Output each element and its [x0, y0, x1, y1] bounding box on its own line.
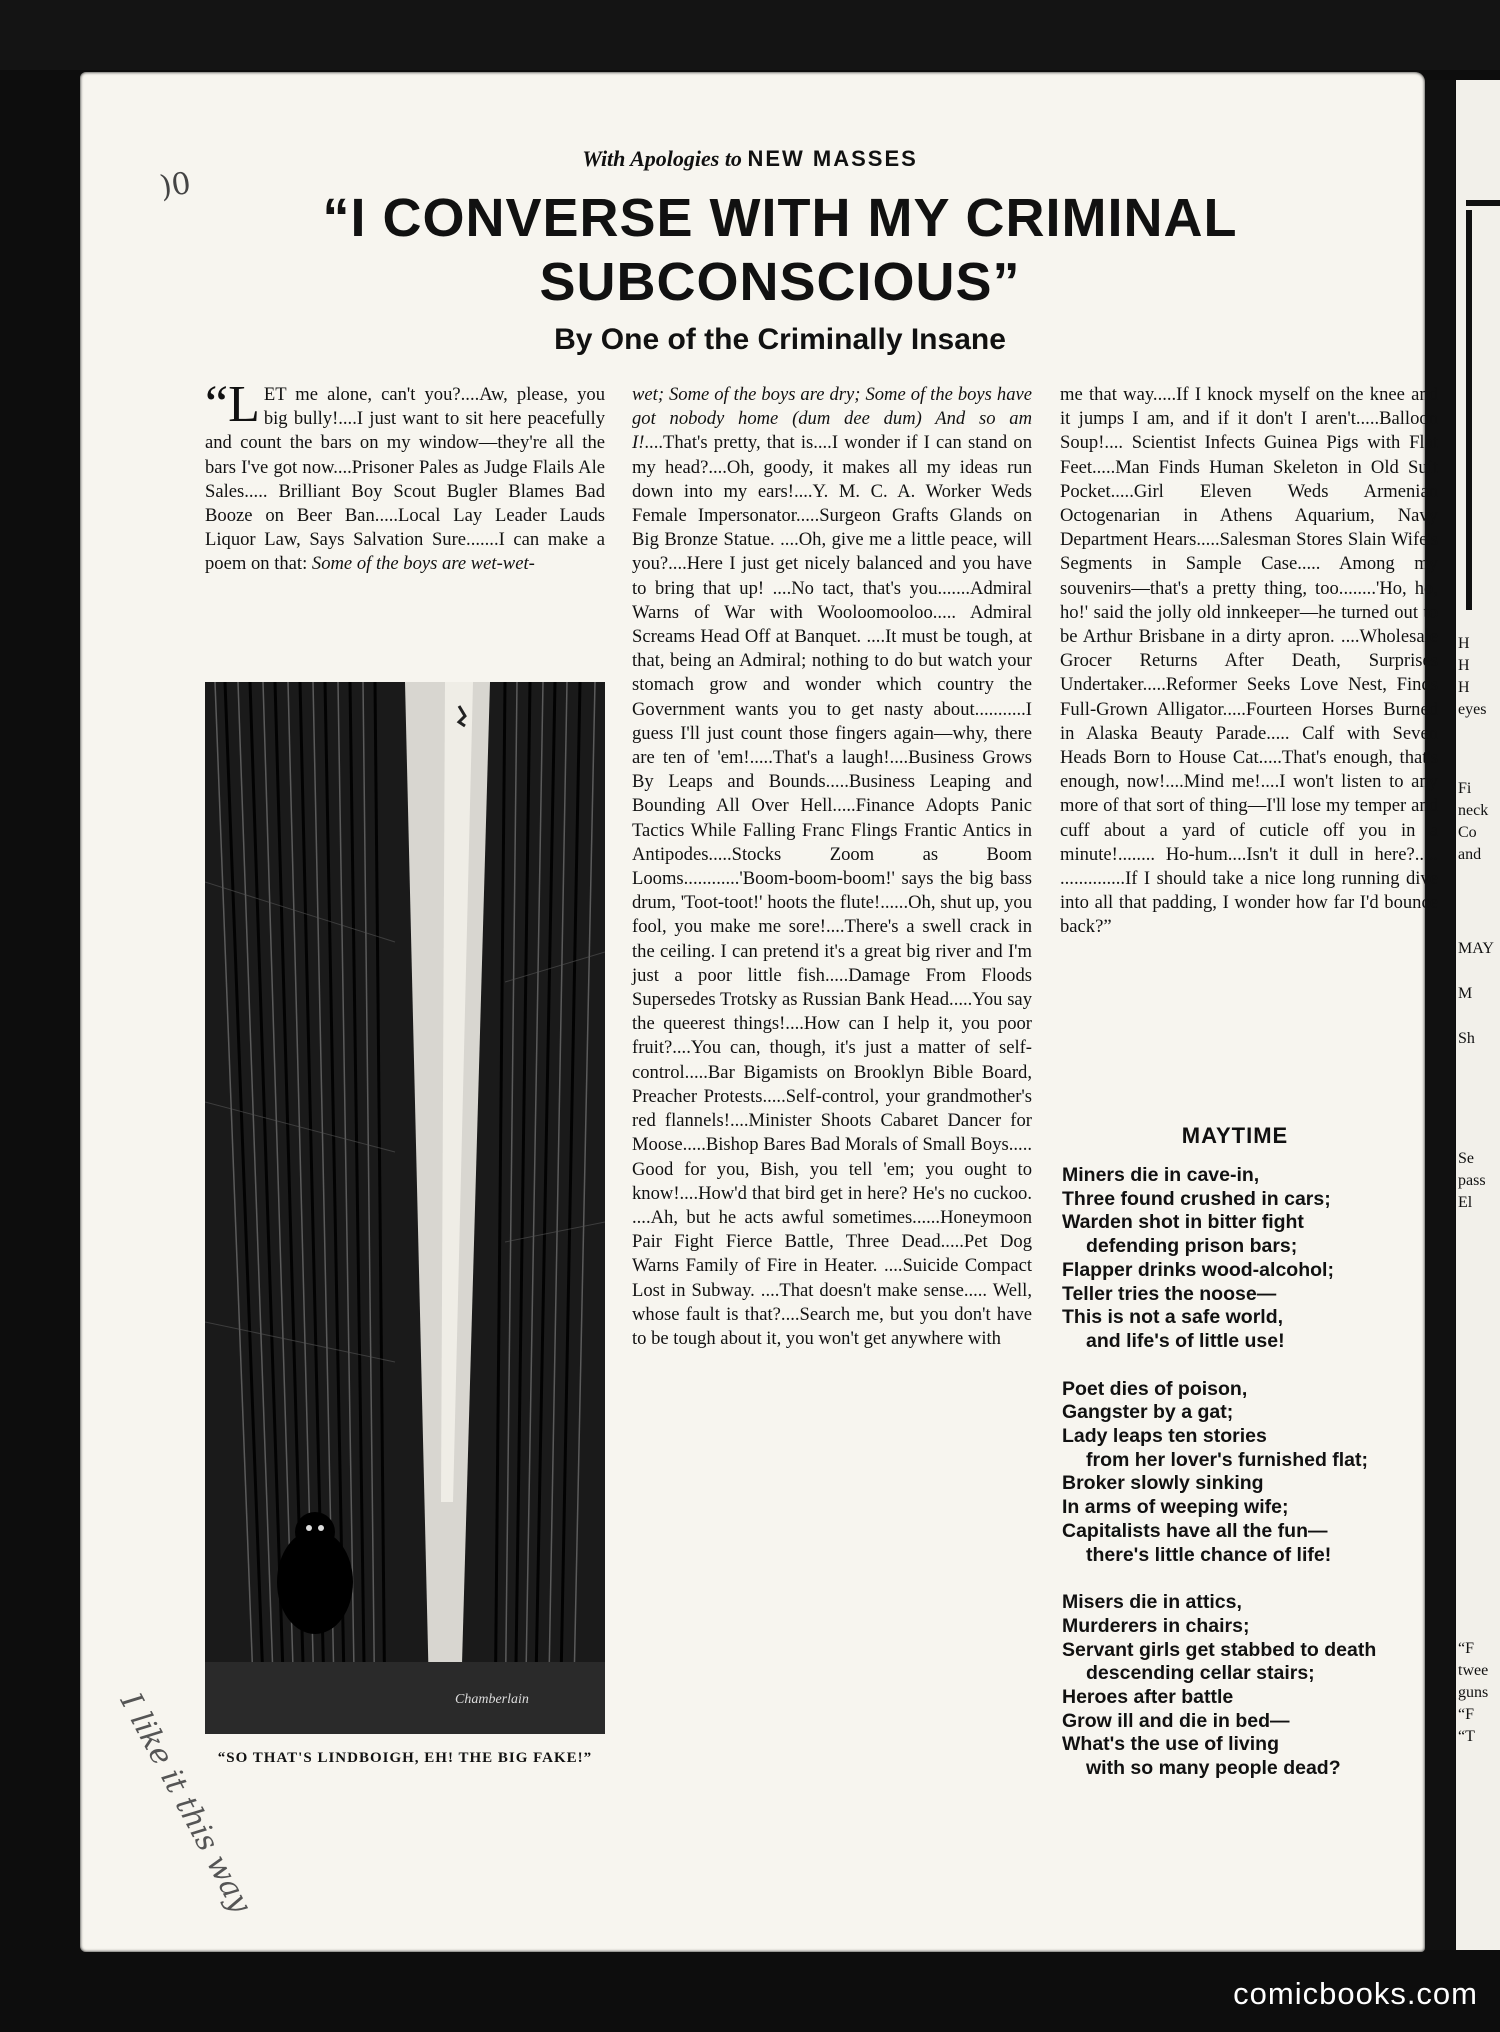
poem-title: MAYTIME: [1181, 1123, 1289, 1148]
fragment: “F: [1458, 1706, 1474, 1723]
poem-line: What's the use of living: [1062, 1733, 1279, 1756]
fragment: “T: [1458, 1728, 1475, 1745]
kicker: [0, 146, 1500, 172]
poem-line: Miners die in cave-in,: [1062, 1164, 1260, 1186]
fragment: H: [1458, 679, 1470, 696]
headline: “I CONVERSE WITH MY CRIMINAL SUBCONSCIOUS”: [322, 188, 1238, 312]
article-italic: Some of the boys are wet-wet-: [311, 553, 535, 575]
fragment: Se: [1458, 1150, 1474, 1167]
adjacent-frame-side: [1466, 210, 1472, 610]
poem-line: Poet dies of poison,: [1062, 1377, 1248, 1400]
fragment: M: [1458, 985, 1473, 1002]
poem-line: there's little chance of life!: [1086, 1543, 1332, 1566]
poem-line: Broker slowly sinking: [1062, 1472, 1264, 1495]
kicker-magazine: NEW MASSES: [747, 146, 918, 171]
fragment: neck: [1458, 802, 1489, 819]
adjacent-page-fragment: [1456, 80, 1500, 1950]
poem-line: Teller tries the noose—: [1062, 1282, 1277, 1305]
poem-line: Heroes after battle: [1062, 1686, 1234, 1709]
article-column-2: [632, 383, 1032, 1351]
poem-stanza: [1062, 1378, 1462, 1568]
handwritten-note: I like it this way: [112, 1687, 259, 1919]
fragment: Co: [1458, 824, 1477, 841]
article-column-1: [205, 376, 605, 577]
drop-cap: “L: [205, 376, 260, 433]
fragment: guns: [1458, 1684, 1489, 1701]
handwritten-annotation: [110, 1660, 330, 1960]
fragment: El: [1458, 1194, 1473, 1211]
artist-signature: Chamberlain: [455, 1692, 529, 1707]
fragment: “F: [1458, 1640, 1474, 1657]
poem-line: descending cellar stairs;: [1086, 1662, 1315, 1685]
scan-background: [0, 0, 1500, 70]
fragment: H: [1458, 657, 1470, 674]
byline: By One of the Criminally Insane: [554, 323, 1006, 356]
cartoon-caption: “SO THAT'S LINDBOIGH, EH! THE BIG FAKE!”: [217, 1750, 593, 1766]
poem: [1062, 1164, 1462, 1805]
watermark: comicbooks.com: [1233, 1976, 1478, 2011]
article-column-3: [1060, 383, 1438, 940]
handwritten-margin-mark: )0: [157, 166, 194, 205]
poem-line: Servant girls get stabbed to death: [1062, 1638, 1377, 1661]
poem-line: Flapper drinks wood-alcohol;: [1062, 1258, 1334, 1281]
fragment: H: [1458, 635, 1470, 652]
poem-line: This is not a safe world,: [1062, 1306, 1284, 1329]
article-text: ....That's pretty, that is....I wonder if I can stand on my head?....Oh, goody, it makes all my ideas run down into my ears!....Y. M. C. A. Worker Weds Female Impersonator.....Surgeon Grafts Glands on Big Bronze Statue. ....Oh, give me a little peace, will you?....Here I just get nicely balanced and you have to bring that up! ....No tact, that's you.......Admiral Warns of War with Wooloomooloo..... Admiral Screams Head Off at Banquet. ....It must be tough, at that, being an Admiral; nothing to do but watch your stomach grow and wonder which country the Government wants you to get nasty about...........I guess I'll just count those fingers again—why, there are ten of 'em!.....That's a laugh!....Business Grows By Leaps and Bounds.....Business Leaping and Bounding All Over Hell.....Finance Adopts Panic Tactics While Falling Franc Flings Frantic Antics in Antipodes.....Stocks Zoom as Boom Looms............'Boom-boom-boom!' says the big bass drum, 'Toot-toot!' hoots the flute!......Oh, shut up, you fool, you make me sore!....There's a swell crack in the ceiling. I can pretend it's a great big river and I'm just a poor little fish.....Damage From Floods Supersedes Trotsky as Russian Bank Head.....You say the queerest things!....How can I help it, you poor fruit?....You can, though, it's just a matter of self-control.....Bar Bigamists on Brooklyn Bible Board, Preacher Protests.....Self-control, your grandmother's red flannels!....Minister Shoots Cabaret Dancer for Moose.....Bishop Bares Bad Morals of Small Boys..... Good for you, Bish, you tell 'em; you ought to know!....How'd that bird get in here? He's no cuckoo. ....Ah, but he acts awful sometimes......Honeymoon Pair Fight Fierce Battle, Three Dead.....Pet Dog Warns Family of Fire in Heater. ....Suicide Compact Lost in Subway. ....That doesn't make sense..... Well, whose fault is that?....Search me, but you don't have to be tough about it, you won't get anywhere with: [632, 432, 1032, 1349]
skyscraper-drawing: [205, 682, 605, 1734]
fragment: and: [1458, 846, 1482, 863]
poem-line: Three found crushed in cars;: [1062, 1187, 1331, 1210]
poem-line: Grow ill and die in bed—: [1062, 1709, 1290, 1732]
article-italic: wet; Some of the boys are dry; Some of the boys have got nobody home (dum dee dum) And so am I!: [632, 384, 1032, 454]
poem-line: Murderers in chairs;: [1062, 1614, 1250, 1637]
fragment: MAY: [1458, 940, 1494, 957]
poem-line: Misers die in attics,: [1062, 1591, 1242, 1614]
poem-stanza: [1062, 1591, 1462, 1781]
fragment: twee: [1458, 1662, 1489, 1679]
adjacent-frame-top: [1466, 200, 1500, 206]
poem-line: Warden shot in bitter fight: [1062, 1211, 1304, 1234]
fragment: pass: [1458, 1172, 1486, 1189]
poem-line: from her lover's furnished flat;: [1086, 1448, 1369, 1471]
poem-line: Gangster by a gat;: [1062, 1401, 1234, 1424]
article-text: me that way.....If I knock myself on the knee and it jumps I am, and if it don't I aren't.....Balloon Soup!.... Scientist Infects Guinea Pigs with Flat Feet.....Man Finds Human Skeleton in Old Suit Pocket.....Girl Eleven Weds Armenian Octogenarian in Athens Aquarium, Navy Department Hears.....Salesman Stores Slain Wife's Segments in Sample Case..... Among my souvenirs—that's a pretty thing, too........'Ho, ho, ho!' said the jolly old innkeeper—he turned out to be Arthur Brisbane in a dirty apron. ....Wholesale Grocer Returns After Death, Surprises Undertaker.....Reformer Seeks Love Nest, Finds Full-Grown Alligator.....Fourteen Horses Burned in Alaska Beauty Parade..... Calf with Seven Heads Born to House Cat.....That's enough, that's enough, now!....Mind me!....I won't listen to any more of that sort of thing—I'll lose my temper and cuff about a yard of cuticle off you in a minute!........ Ho-hum....Isn't it dull in here?..... ..............If I should take a nice long running dive into all that padding, I wonder how far I'd bounce back?”: [1060, 384, 1438, 938]
poem-line: defending prison bars;: [1086, 1235, 1298, 1258]
kicker-italic: With Apologies to: [582, 146, 742, 171]
poem-line: Capitalists have all the fun—: [1062, 1519, 1328, 1542]
poem-stanza: [1062, 1164, 1462, 1354]
poem-line: In arms of weeping wife;: [1062, 1496, 1289, 1519]
fragment: Sh: [1458, 1030, 1475, 1047]
article-text: ET me alone, can't you?....Aw, please, you big bully!....I just want to sit here peacefully and count the bars on my window—they're all the bars I've got now....Prisoner Pales as Judge Flails Ale Sales..... Brilliant Boy Scout Bugler Blames Bad Booze on Beer Ban.....Local Lay Leader Lauds Liquor Law, Says Salvation Sure.......I can make a poem on that:: [205, 384, 605, 575]
poem-line: and life's of little use!: [1086, 1329, 1285, 1352]
poem-line: with so many people dead?: [1086, 1757, 1341, 1780]
fragment: Fi: [1458, 780, 1472, 797]
fragment: eyes: [1458, 701, 1487, 718]
cartoon-illustration: [205, 682, 605, 1734]
poem-line: Lady leaps ten stories: [1062, 1425, 1267, 1448]
